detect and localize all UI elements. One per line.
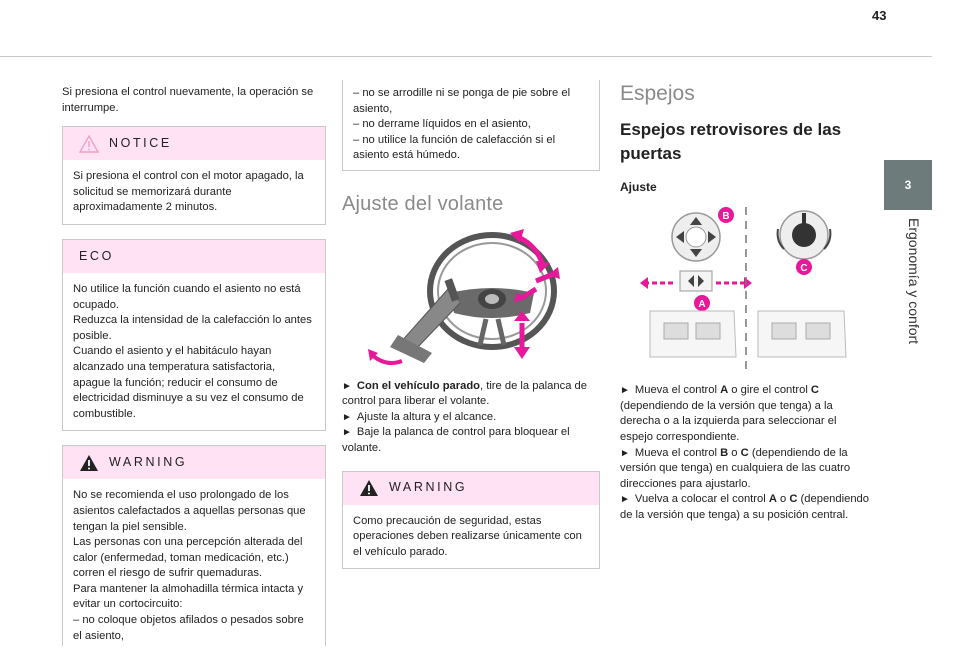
intro-text: Si presiona el control nuevamente, la operación se interrumpe.: [62, 86, 314, 114]
warning-line: Las personas con una percepción alterada del calor (enfermedad, toman medicación, etc.) corren el riesgo de sufrir quemaduras.: [73, 536, 303, 580]
column-3: [620, 80, 870, 524]
mirror-step: [620, 446, 870, 493]
step-text: Baje la palanca de control para bloquear el volante.: [342, 426, 570, 454]
wheel-step: [342, 410, 600, 426]
step-text: (dependiendo de la versión que tenga) a su posición central.: [620, 493, 869, 521]
page-number: 43: [872, 8, 887, 23]
warning-header: [63, 446, 325, 479]
step-text: Ajuste la altura y el alcance.: [356, 410, 497, 423]
eco-heading: ECO: [79, 248, 114, 263]
eco-box: [62, 239, 326, 431]
eco-line: Reduzca la intensidad de la calefacción lo antes posible.: [73, 314, 312, 342]
control-letter: A: [768, 493, 777, 506]
section-title-mirrors: Espejos: [620, 82, 695, 105]
column-1: [62, 85, 326, 646]
notice-box: [62, 126, 326, 225]
step-marker: ►: [620, 447, 630, 459]
step-marker: ►: [620, 494, 630, 506]
mirror-step: [620, 492, 870, 523]
wheel-step: [342, 425, 600, 456]
minor-title: Ajuste: [620, 179, 657, 194]
top-rule: [0, 56, 932, 57]
warning-text-2: Como precaución de seguridad, estas operaciones deben realizarse únicamente con el vehículo parado.: [353, 514, 582, 558]
warning-cont-line: – no utilice la función de calefacción si el asiento está húmedo.: [353, 133, 556, 162]
warning-cont-line: – no derrame líquidos en el asiento,: [353, 118, 531, 131]
mirror-step: [620, 383, 870, 445]
subsection-title: Espejos retrovisores de las puertas: [620, 119, 842, 163]
wheel-step: [342, 379, 600, 410]
control-letter: C: [740, 446, 749, 459]
control-letter: A: [720, 384, 729, 397]
step-marker: ►: [342, 411, 352, 423]
warning-continued-box: [342, 80, 600, 171]
step-text: o gire el control: [728, 384, 811, 397]
step-bold: Con el vehículo parado: [356, 379, 480, 392]
steering-wheel-illustration: [342, 223, 600, 371]
eco-line: Cuando el asiento y el habitáculo hayan alcanzado una temperatura satisfactoria, apague la función; reducir el consumo de electricidad disminuye a su vez el consumo de combustible.: [73, 345, 304, 420]
warning-cont-line: – no se arrodille ni se ponga de pie sobre el asiento,: [353, 87, 571, 115]
notice-text: Si presiona el control con el motor apagado, la solicitud se memorizará durante aproximadamente 2 minutos.: [73, 170, 304, 214]
step-text: , tire de la palanca de control para liberar el volante.: [342, 379, 587, 408]
warning-line: – no coloque objetos afilados o pesados sobre el asiento,: [73, 614, 304, 642]
chapter-number: 3: [904, 178, 912, 192]
mirror-control-illustration: [620, 207, 870, 377]
control-letter: C: [810, 384, 820, 397]
warning-line: Para mantener la almohadilla térmica intacta y evitar un cortocircuito:: [73, 582, 304, 611]
label-c: C: [800, 263, 808, 275]
step-text: o: [776, 493, 790, 506]
notice-header: [63, 127, 325, 160]
step-marker: ►: [342, 380, 352, 392]
warning-box: [62, 445, 326, 646]
warning-header-2: [343, 472, 599, 505]
step-text: (dependiendo de la versión que tenga) en cualquiera de las cuatro direcciones para ajustarlo.: [620, 446, 851, 490]
notice-heading: NOTICE: [109, 135, 172, 150]
chapter-tab[interactable]: [884, 160, 932, 210]
warning-heading-2: WARNING: [389, 480, 468, 495]
step-marker: ►: [342, 427, 352, 439]
warning-line: No se recomienda el uso prolongado de los asientos calefactados a aquellas personas que tengan la piel sensible.: [73, 489, 306, 533]
warning-box-2: [342, 471, 600, 570]
control-letter: B: [720, 446, 729, 459]
caution-outline-icon: [79, 135, 99, 153]
steering-wheel-icon: [360, 223, 580, 371]
control-letter: C: [789, 493, 798, 506]
mirror-controls-icon: [640, 207, 850, 377]
eco-line: No utilice la función cuando el asiento no está ocupado.: [73, 282, 301, 311]
warning-icon: [359, 479, 379, 497]
warning-heading: WARNING: [109, 455, 188, 470]
step-text: Vuelva a colocar el control: [634, 493, 769, 506]
step-text: Mueva el control: [634, 446, 721, 459]
chapter-title: Ergonomía y confort: [906, 218, 922, 345]
label-b: B: [722, 211, 730, 223]
eco-header: [63, 240, 325, 273]
step-marker: ►: [620, 385, 630, 397]
column-2: [342, 80, 600, 569]
step-text: (dependiendo de la versión que tenga) a la derecha o a la izquierda para seleccionar el espejo correspondiente.: [620, 399, 837, 443]
step-text: o: [728, 446, 741, 459]
warning-icon: [79, 454, 99, 472]
step-text: Mueva el control: [634, 384, 721, 397]
label-a: A: [698, 299, 706, 311]
section-title: Ajuste del volante: [342, 192, 504, 215]
